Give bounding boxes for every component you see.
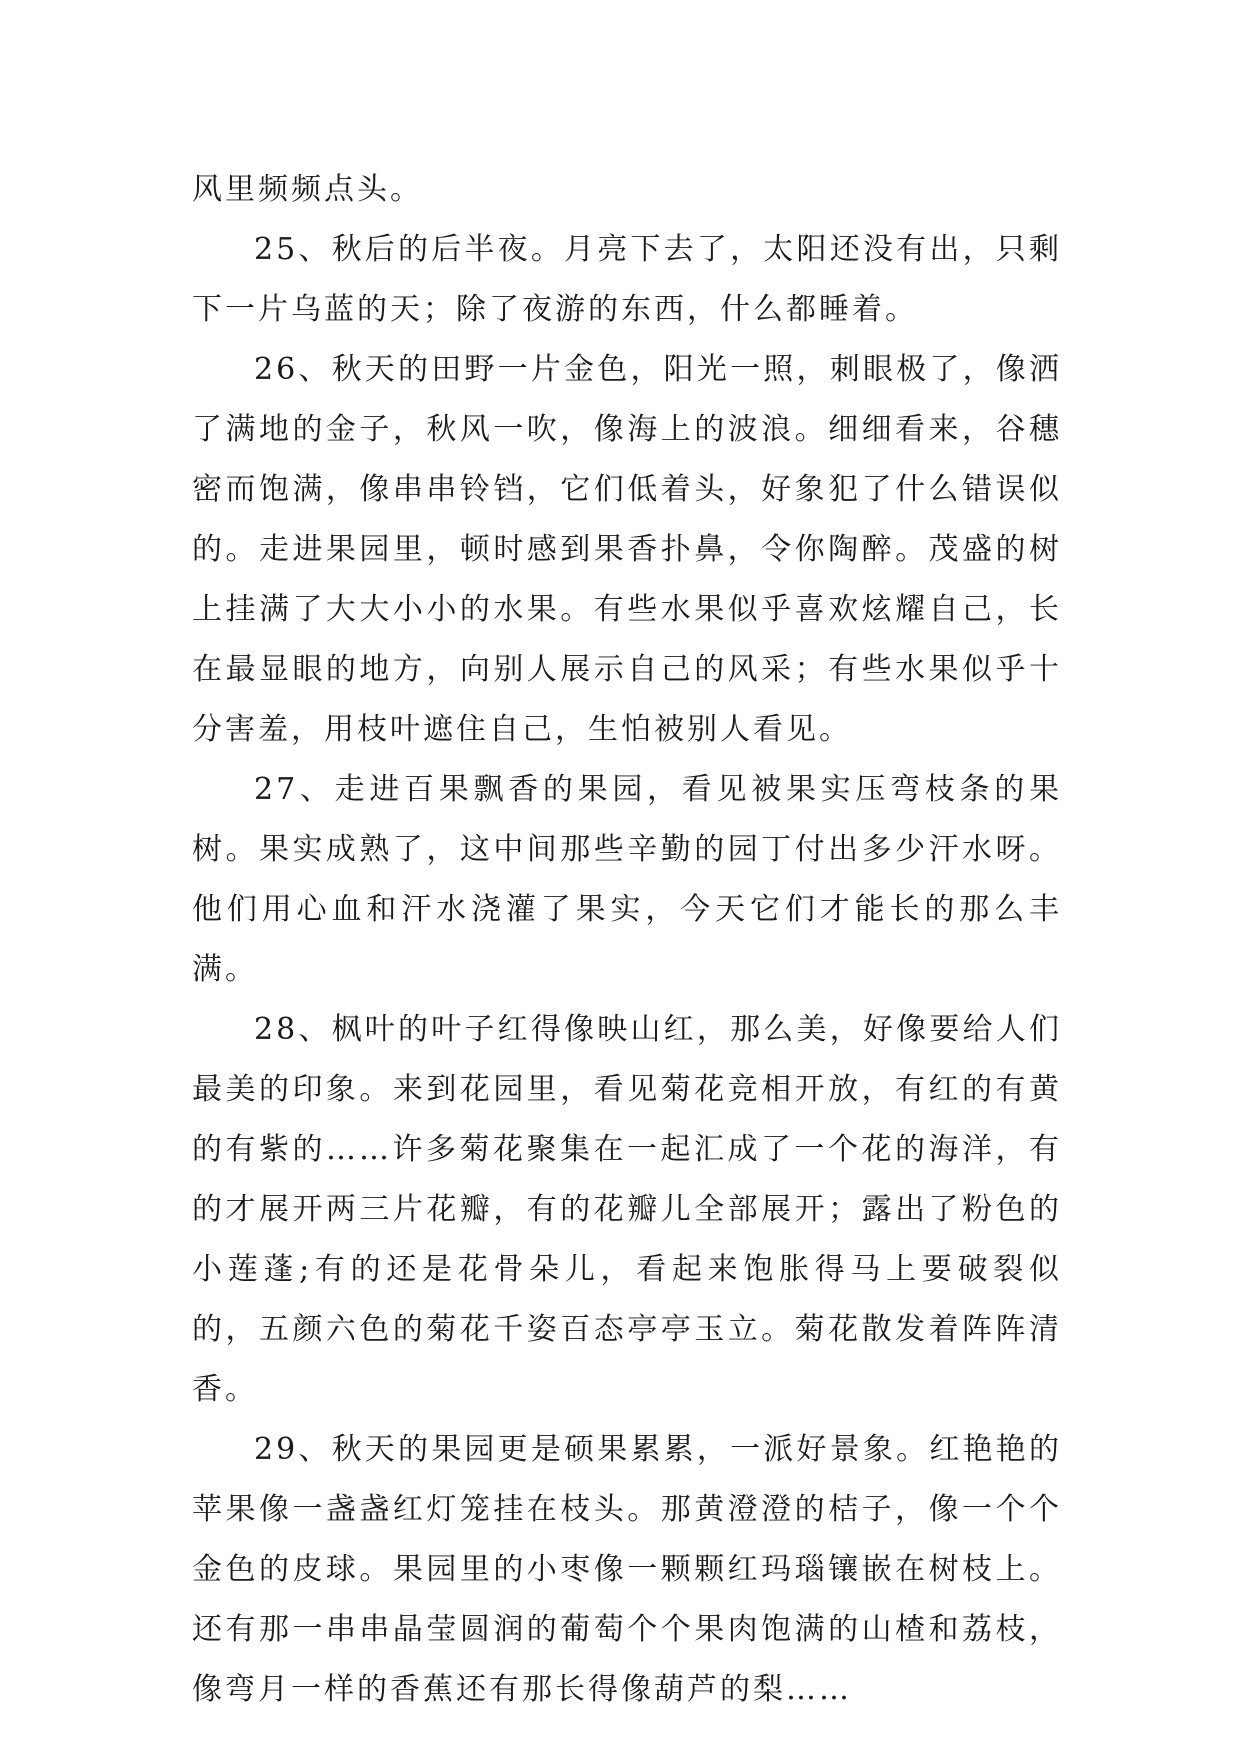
- text-line: 在最显眼的地方，向别人展示自己的风采；有些水果似乎十: [192, 652, 1062, 687]
- text-line: 小莲蓬;有的还是花骨朵儿，看起来饱胀得马上要破裂似的，: [192, 1252, 1062, 1347]
- text-line: 的才展开两三片花瓣，有的花瓣儿全部展开；露出了粉色的: [192, 1192, 1062, 1227]
- text-line: 的有紫的……许多菊花聚集在一起汇成了一个花的海洋，有: [192, 1132, 1062, 1167]
- document-body: [192, 160, 1062, 1720]
- text-line: 28、枫叶的叶子红得像映山红，那么美，好像要给人们: [254, 1012, 1062, 1047]
- text-line: 最美的印象。来到花园里，看见菊花竞相开放，有红的有黄: [192, 1072, 1062, 1107]
- text-line: 果实成熟了，这中间那些辛勤的园丁付出多少汗水呀。他们: [192, 832, 1063, 927]
- text-line: 用心血和汗水浇灌了果实，今天它们才能长的那么丰满。: [192, 892, 1062, 987]
- text-line: 分害羞，用枝叶遮住自己，生怕被别人看见。: [192, 712, 852, 747]
- text-line: 29、秋天的果园更是硕果累累，一派好景象。红艳艳的: [254, 1432, 1062, 1467]
- text-line: 了满地的金子，秋风一吹，像海上的波浪。细细看来，谷穗: [192, 412, 1062, 447]
- paragraph-24-end: [192, 160, 1062, 220]
- paragraph-27: [192, 760, 1062, 1000]
- text-line: 金色的皮球。果园里的小枣像一颗颗红玛瑙镶嵌在树枝上。: [192, 1552, 1062, 1587]
- text-line: 还有那一串串晶莹圆润的葡萄个个果肉饱满的山楂和荔枝，: [192, 1612, 1062, 1647]
- text-line: 五颜六色的菊花千姿百态亭亭玉立。菊花散发着阵阵清香。: [192, 1312, 1063, 1407]
- text-line: 25、秋后的后半夜。月亮下去了，太阳还没有出，只剩: [254, 232, 1062, 267]
- paragraph-25: [192, 220, 1062, 340]
- text-line: 上挂满了大大小小的水果。有些水果似乎喜欢炫耀自己，长: [192, 592, 1062, 627]
- text-line: 像弯月一样的香蕉还有那长得像葫芦的梨……: [192, 1672, 852, 1707]
- text-line: 风里频频点头。: [192, 172, 423, 207]
- paragraph-28: [192, 1000, 1062, 1420]
- text-line: 的。走进果园里，顿时感到果香扑鼻，令你陶醉。茂盛的树: [192, 532, 1062, 567]
- text-line: 下一片乌蓝的天；除了夜游的东西，什么都睡着。: [192, 292, 918, 327]
- text-line: 26、秋天的田野一片金色，阳光一照，刺眼极了，像洒: [254, 352, 1062, 387]
- text-line: 苹果像一盏盏红灯笼挂在枝头。那黄澄澄的桔子，像一个个: [192, 1492, 1062, 1527]
- paragraph-26: [192, 340, 1062, 760]
- paragraph-29: [192, 1420, 1062, 1720]
- text-line: 密而饱满，像串串铃铛，它们低着头，好象犯了什么错误似: [192, 472, 1062, 507]
- text-line: 27、走进百果飘香的果园，看见被果实压弯枝条的果树。: [192, 772, 1062, 867]
